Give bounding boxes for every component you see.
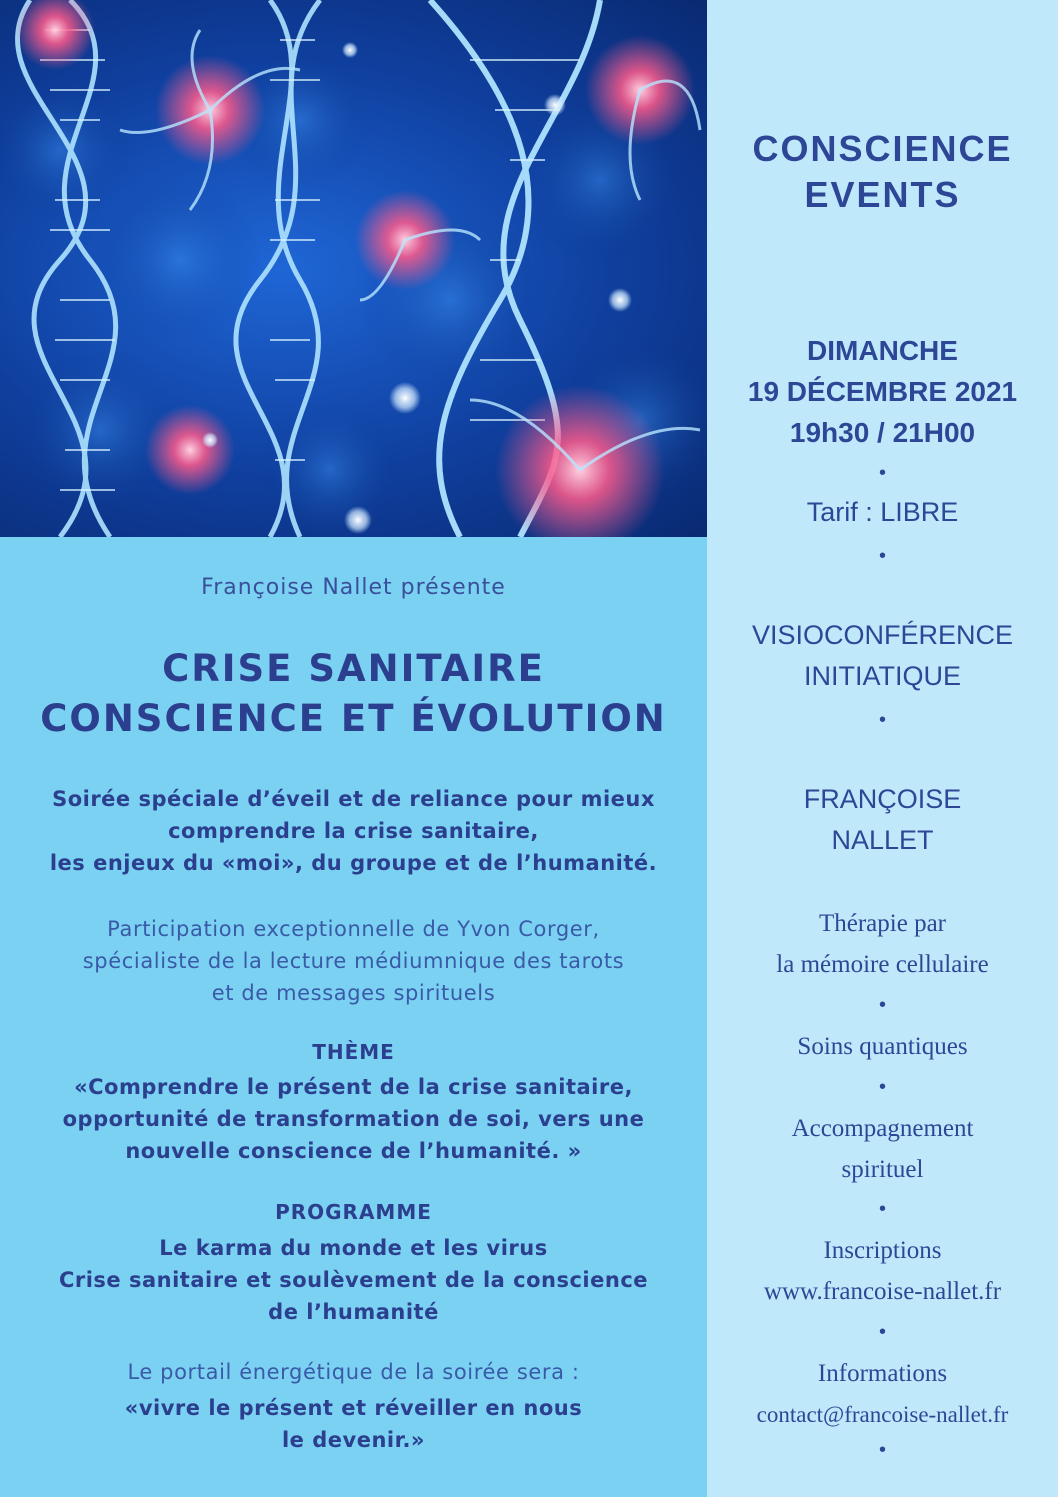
- participation-line: spécialiste de la lecture médiumnique des tarots: [82, 949, 625, 973]
- website-link[interactable]: www.francoise-nallet.fr: [763, 1278, 1002, 1305]
- event-info-sidebar: [707, 0, 1058, 1497]
- email-link[interactable]: contact@francoise-nallet.fr: [756, 1402, 1009, 1427]
- presenter-line: Françoise Nallet présente: [201, 575, 506, 600]
- portal-text: [0, 1392, 707, 1456]
- guest-participation: [0, 913, 707, 1009]
- date-full: 19 DÉCEMBRE 2021: [747, 376, 1018, 407]
- event-description-panel: [0, 537, 707, 1497]
- hero-image-dna-cells: [0, 0, 707, 537]
- bullet-separator: •: [878, 1439, 886, 1461]
- program-heading: PROGRAMME: [275, 1200, 432, 1224]
- intro-line: comprendre la crise sanitaire,: [168, 819, 539, 843]
- spiritual-support-service: [707, 1108, 1058, 1190]
- date-time: 19h30 / 21H00: [789, 417, 976, 448]
- intro-line: les enjeux du «moi», du groupe et de l’humanité.: [49, 851, 658, 875]
- bullet-separator: •: [878, 1321, 886, 1343]
- event-title: [0, 644, 707, 744]
- bullet-separator: •: [878, 545, 886, 567]
- theme-line: «Comprendre le présent de la crise sanitaire,: [74, 1075, 633, 1099]
- event-intro: [0, 783, 707, 879]
- event-title-line-1: CRISE SANITAIRE: [162, 647, 545, 690]
- theme-line: opportunité de transformation de soi, vers une: [62, 1107, 645, 1131]
- therapy-service: [707, 903, 1058, 985]
- accompagnement-line: spirituel: [841, 1156, 924, 1183]
- theme-heading: THÈME: [312, 1040, 395, 1064]
- program-items: [0, 1232, 707, 1328]
- theme-text: [0, 1071, 707, 1167]
- therapy-line: Thérapie par: [818, 910, 946, 937]
- brand-line-1: CONSCIENCE: [752, 128, 1013, 169]
- participation-line: Participation exceptionnelle de Yvon Corger,: [107, 917, 600, 941]
- portal-line: «vivre le présent et réveiller en nous: [124, 1396, 583, 1420]
- tarif: Tarif : LIBRE: [806, 497, 959, 527]
- theme-line: nouvelle conscience de l’humanité. »: [125, 1139, 582, 1163]
- portal-line: le devenir.»: [281, 1428, 425, 1452]
- accompagnement-line: Accompagnement: [791, 1115, 974, 1142]
- program-line: Le karma du monde et les virus: [159, 1236, 548, 1260]
- program-line: Crise sanitaire et soulèvement de la conscience: [58, 1268, 649, 1292]
- bullet-separator: •: [878, 1198, 886, 1220]
- registration-label: Inscriptions: [823, 1237, 942, 1264]
- participation-line: et de messages spirituels: [211, 981, 496, 1005]
- dna-illustration: [0, 0, 707, 537]
- host-name: [707, 779, 1058, 861]
- host-line: FRANÇOISE: [803, 784, 962, 814]
- host-line: NALLET: [831, 825, 934, 855]
- date-day: DIMANCHE: [807, 335, 958, 366]
- bullet-separator: •: [878, 994, 886, 1016]
- event-format: [707, 615, 1058, 697]
- program-line: de l’humanité: [268, 1300, 439, 1324]
- therapy-line: la mémoire cellulaire: [776, 951, 989, 978]
- information-label: Informations: [817, 1360, 948, 1387]
- intro-line: Soirée spéciale d’éveil et de reliance pour mieux: [52, 787, 655, 811]
- quantum-care-service: Soins quantiques: [797, 1033, 968, 1060]
- format-line: VISIOCONFÉRENCE: [751, 620, 1014, 650]
- event-date: [707, 330, 1058, 453]
- bullet-separator: •: [878, 462, 886, 484]
- brand-line-2: EVENTS: [804, 174, 961, 215]
- bullet-separator: •: [878, 709, 886, 731]
- event-title-line-2: CONSCIENCE ET ÉVOLUTION: [40, 697, 667, 740]
- portal-intro: Le portail énergétique de la soirée sera :: [127, 1360, 580, 1384]
- bullet-separator: •: [878, 1076, 886, 1098]
- brand-name: [707, 126, 1058, 218]
- format-line: INITIATIQUE: [803, 661, 961, 691]
